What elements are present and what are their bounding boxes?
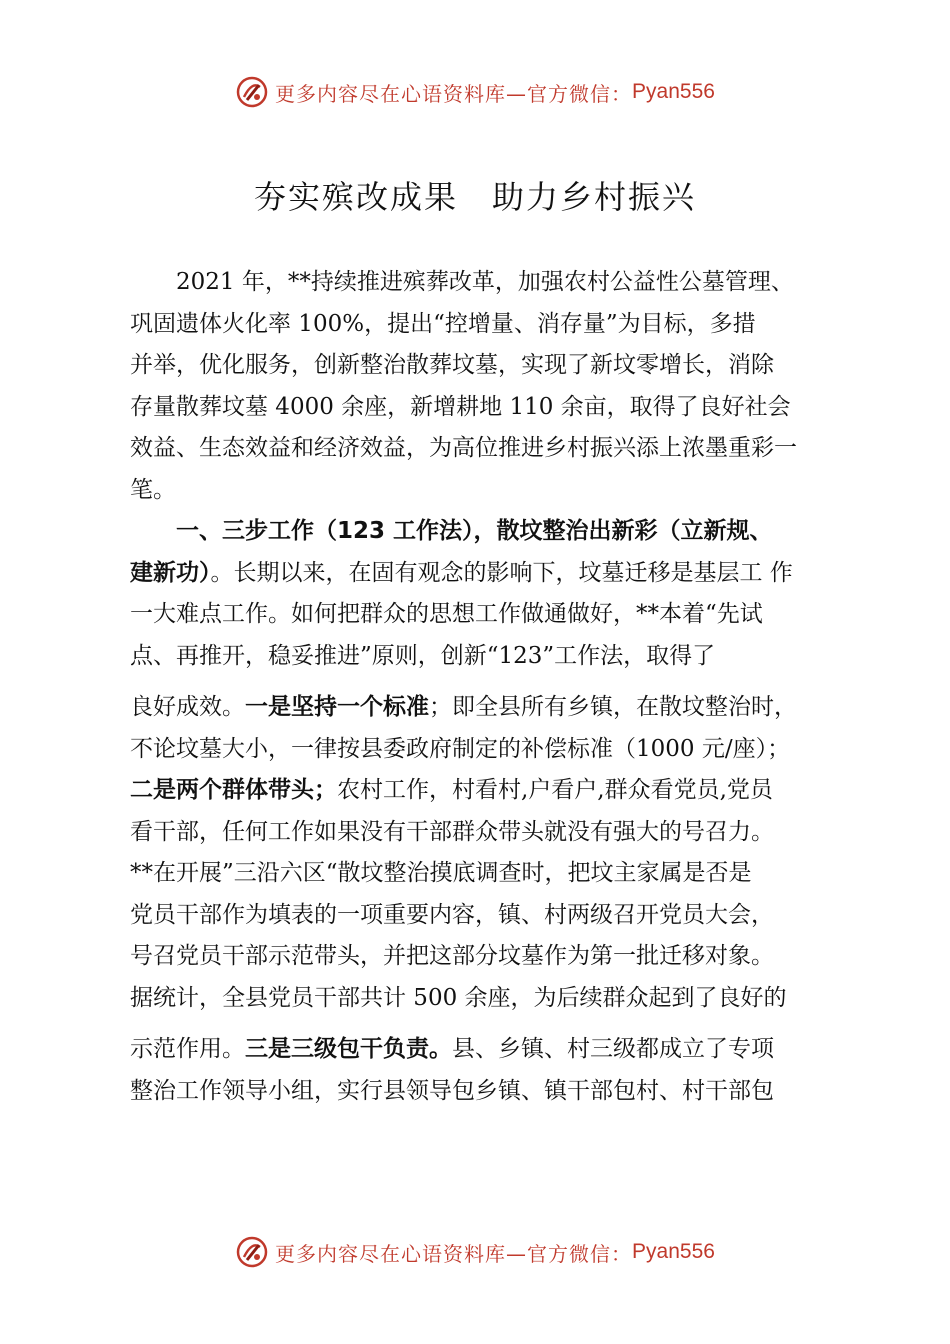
- para1-line: 并举，优化服务，创新整治散葬坟墓，实现了新坟零增长，消除: [130, 352, 774, 378]
- para1-line: 效益、生态效益和经济效益，为高位推进乡村振兴添上浓墨重彩一: [130, 435, 797, 461]
- section1-text: 农村工作，村看村,户看户,群众看党员,党员: [337, 777, 773, 803]
- para1-line: 存量散葬坟墓 4000 余座，新增耕地 110 余亩，取得了良好社会: [130, 393, 791, 420]
- footer-banner-text: 更多内容尽在心语资料库—官方微信：: [275, 1241, 633, 1266]
- section1-line: 整治工作领导小组，实行县领导包乡镇、镇干部包村、村干部包: [130, 1077, 774, 1104]
- point-two-heading: 二是两个群体带头；: [130, 777, 337, 803]
- para1-line: 2021 年，**持续推进殡葬改革，加强农村公益性公墓管理、: [176, 269, 794, 295]
- section1-line: [130, 553, 840, 595]
- section1-text: 县、乡镇、村三级都成立了专项: [452, 1036, 774, 1062]
- section1-text: 示范作用。: [130, 1036, 245, 1062]
- section1-line: 不论坟墓大小，一律按县委政府制定的补偿标准（1000 元/座）；: [130, 735, 791, 762]
- section1-line: 据统计，全县党员干部共计 500 余座，为后续群众起到了良好的: [130, 984, 787, 1011]
- header-banner-text: 更多内容尽在心语资料库—官方微信：: [275, 81, 633, 106]
- section1-heading: 一、三步工作（123 工作法），散坟整治出新彩（立新规、: [176, 518, 773, 544]
- point-one-heading: 一是坚持一个标准: [245, 694, 429, 720]
- header-banner-id: Pyan556: [632, 80, 715, 103]
- section1-line: [130, 1029, 840, 1071]
- footer-banner-id: Pyan556: [632, 1240, 715, 1263]
- document-body: [130, 262, 840, 1112]
- document-title: 夯实殡改成果 助力乡村振兴: [253, 178, 696, 216]
- header-banner: [0, 72, 950, 112]
- section1-line: 一大难点工作。如何把群众的思想工作做通做好，**本着“先试: [130, 601, 763, 627]
- section1-line: 看干部，任何工作如果没有干部群众带头就没有强大的号召力。: [130, 818, 774, 845]
- section1-line: 号召党员干部示范带头，并把这部分坟墓作为第一批迁移对象。: [130, 943, 774, 969]
- section1-text: ；即全县所有乡镇，在散坟整治时，: [429, 694, 797, 720]
- para1-line: 巩固遗体火化率 100%，提出“控增量、消存量”为目标，多措: [130, 310, 756, 337]
- brand-logo-icon: [235, 75, 269, 109]
- section1-text: 良好成效。: [130, 694, 245, 720]
- brand-logo-icon: [235, 1235, 269, 1269]
- para1-line: 笔。: [130, 476, 176, 503]
- section1-line: 点、再推开，稳妥推进”原则，创新“123”工作法，取得了: [130, 642, 716, 669]
- section1-heading-cont: 建新功）: [130, 559, 211, 586]
- section1-line: **在开展”三沿六区“散坟整治摸底调查时，把坟主家属是否是: [130, 860, 752, 886]
- section1-line: 党员干部作为填表的一项重要内容，镇、村两级召开党员大会，: [130, 901, 774, 928]
- section1-text: 。长期以来，在固有观念的影响下，坟墓迁移是基层工 作: [210, 559, 793, 586]
- section1-line: [130, 687, 840, 729]
- footer-banner: [0, 1232, 950, 1272]
- section1-line: [130, 770, 840, 812]
- point-three-heading: 三是三级包干负责。: [245, 1036, 452, 1062]
